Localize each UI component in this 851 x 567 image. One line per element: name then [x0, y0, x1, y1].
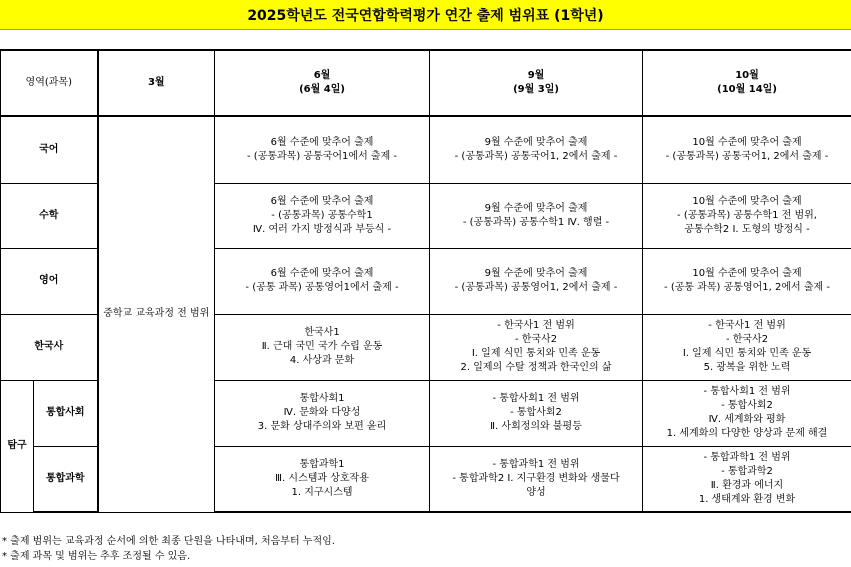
history-june-cell: [215, 314, 430, 380]
cell-line: 6월 수준에 맞추어 출제: [270, 136, 374, 148]
subject-science: 통합과학: [34, 446, 98, 512]
cell-line: - 통합과학2 Ⅰ. 지구환경 변화와 생물다: [452, 472, 620, 484]
cell-line: - (공통과목) 공통영어1, 2에서 출제 -: [454, 282, 618, 293]
exam-scope-table: [0, 49, 851, 513]
subject-history: 한국사: [1, 314, 98, 380]
english-september-cell: [430, 248, 643, 314]
history-october-cell: [643, 314, 851, 380]
science-june-cell: [215, 446, 430, 512]
math-october-cell: [643, 183, 851, 248]
header-june-date: (6월 4일): [299, 84, 345, 95]
cell-line: 1. 생태계와 환경 변화: [698, 493, 796, 505]
cell-line: - 통합사회1 전 범위: [492, 393, 580, 404]
korean-september-cell: [430, 116, 643, 183]
social-october-cell: [643, 380, 851, 446]
korean-october-cell: [643, 116, 851, 183]
cell-line: Ⅲ. 시스템과 상호작용: [275, 472, 369, 484]
cell-line: 3. 문화 상대주의와 보편 윤리: [257, 421, 387, 432]
korean-june-cell: [215, 116, 430, 183]
cell-line: 9월 수준에 맞추어 출제: [484, 202, 588, 214]
cell-line: - 통합과학1 전 범위: [703, 451, 791, 463]
math-june-cell: [215, 183, 430, 248]
history-september-cell: [430, 314, 643, 380]
cell-line: Ⅰ. 일제 식민 통치와 민족 운동: [471, 348, 601, 359]
cell-line: - 한국사2: [514, 334, 558, 345]
cell-line: 통합사회1: [299, 393, 345, 404]
header-october: [643, 50, 851, 116]
cell-line: 한국사1: [304, 327, 340, 338]
cell-line: - (공통과목) 공통수학1 전 범위,: [677, 209, 817, 221]
cell-line: Ⅱ. 사회정의와 불평등: [490, 421, 582, 432]
cell-line: 1. 세계화의 다양한 양상과 문제 해결: [666, 428, 828, 439]
footnotes: [0, 534, 851, 564]
cell-line: - (공통 과목) 공통영어1에서 출제 -: [245, 282, 399, 293]
header-area: 영역(과목): [1, 50, 98, 116]
subject-social: 통합사회: [34, 380, 98, 446]
march-scope-cell: 중학교 교육과정 전 범위: [98, 116, 215, 512]
header-june-title: 6월: [313, 70, 331, 81]
cell-line: - 통합사회2: [510, 407, 562, 418]
cell-line: - (공통과목) 공통국어1, 2에서 출제 -: [454, 150, 618, 162]
cell-line: Ⅳ. 여러 가지 방정식과 부등식 -: [252, 223, 392, 235]
header-october-title: 10월: [735, 70, 759, 81]
cell-line: 9월 수준에 맞추어 출제: [484, 136, 588, 148]
social-june-cell: [215, 380, 430, 446]
cell-line: 9월 수준에 맞추어 출제: [484, 268, 588, 279]
table-row-korean: [1, 116, 851, 183]
cell-line: 10월 수준에 맞추어 출제: [692, 195, 802, 207]
subject-korean: 국어: [1, 116, 98, 183]
header-september-title: 9월: [527, 70, 545, 81]
cell-line: 공통수학2 Ⅰ. 도형의 방정식 -: [684, 223, 810, 235]
subject-inquiry: 탐구: [1, 380, 34, 512]
subject-math: 수학: [1, 183, 98, 248]
cell-line: 2. 일제의 수탈 정책과 한국인의 삶: [460, 362, 612, 373]
cell-line: 1. 지구시스템: [291, 486, 353, 498]
cell-line: - (공통과목) 공통국어1에서 출제 -: [247, 150, 398, 162]
cell-line: - (공통과목) 공통수학1: [271, 209, 373, 221]
social-september-cell: [430, 380, 643, 446]
cell-line: 4. 사상과 문화: [289, 355, 355, 366]
cell-line: 6월 수준에 맞추어 출제: [270, 268, 374, 279]
cell-line: - 통합사회2: [721, 400, 773, 411]
cell-line: - 한국사2: [725, 334, 769, 345]
cell-line: Ⅳ. 세계화와 평화: [708, 414, 786, 425]
cell-line: 10월 수준에 맞추어 출제: [692, 268, 802, 279]
subject-english: 영어: [1, 248, 98, 314]
header-june: [215, 50, 430, 116]
cell-line: - (공통과목) 공통국어1, 2에서 출제 -: [665, 150, 829, 162]
cell-line: - 한국사1 전 범위: [497, 320, 575, 331]
header-october-date: (10월 14일): [717, 84, 777, 95]
cell-line: Ⅱ. 환경과 에너지: [710, 479, 784, 491]
cell-line: 통합과학1: [299, 458, 345, 470]
cell-line: 10월 수준에 맞추어 출제: [692, 136, 802, 148]
cell-line: - (공통 과목) 공통영어1, 2에서 출제 -: [664, 282, 830, 293]
english-june-cell: [215, 248, 430, 314]
cell-line: - 통합과학2: [721, 465, 773, 477]
cell-line: 양성: [526, 486, 546, 498]
header-september: [430, 50, 643, 116]
cell-line: 5. 광복을 위한 노력: [703, 362, 791, 373]
math-september-cell: [430, 183, 643, 248]
header-march: 3월: [98, 50, 215, 116]
header-september-date: (9월 3일): [513, 84, 559, 95]
cell-line: - (공통과목) 공통수학1 Ⅳ. 행렬 -: [462, 216, 610, 228]
cell-line: - 통합과학1 전 범위: [492, 458, 580, 470]
science-october-cell: [643, 446, 851, 512]
cell-line: Ⅰ. 일제 식민 통치와 민족 운동: [682, 348, 812, 359]
cell-line: - 한국사1 전 범위: [708, 320, 786, 331]
cell-line: - 통합사회1 전 범위: [703, 386, 791, 397]
footnote: * 출제 범위는 교육과정 순서에 의한 최종 단원을 나타내며, 처음부터 누적임.: [2, 536, 335, 547]
table-header-row: [1, 50, 851, 116]
english-october-cell: [643, 248, 851, 314]
footnote: * 출제 과목 및 범위는 추후 조정될 수 있음.: [2, 551, 191, 562]
cell-line: 6월 수준에 맞추어 출제: [270, 195, 374, 207]
science-september-cell: [430, 446, 643, 512]
cell-line: Ⅱ. 근대 국민 국가 수립 운동: [261, 341, 383, 352]
cell-line: Ⅳ. 문화와 다양성: [283, 407, 361, 418]
page-title: 2025학년도 전국연합학력평가 연간 출제 범위표 (1학년): [0, 0, 851, 30]
